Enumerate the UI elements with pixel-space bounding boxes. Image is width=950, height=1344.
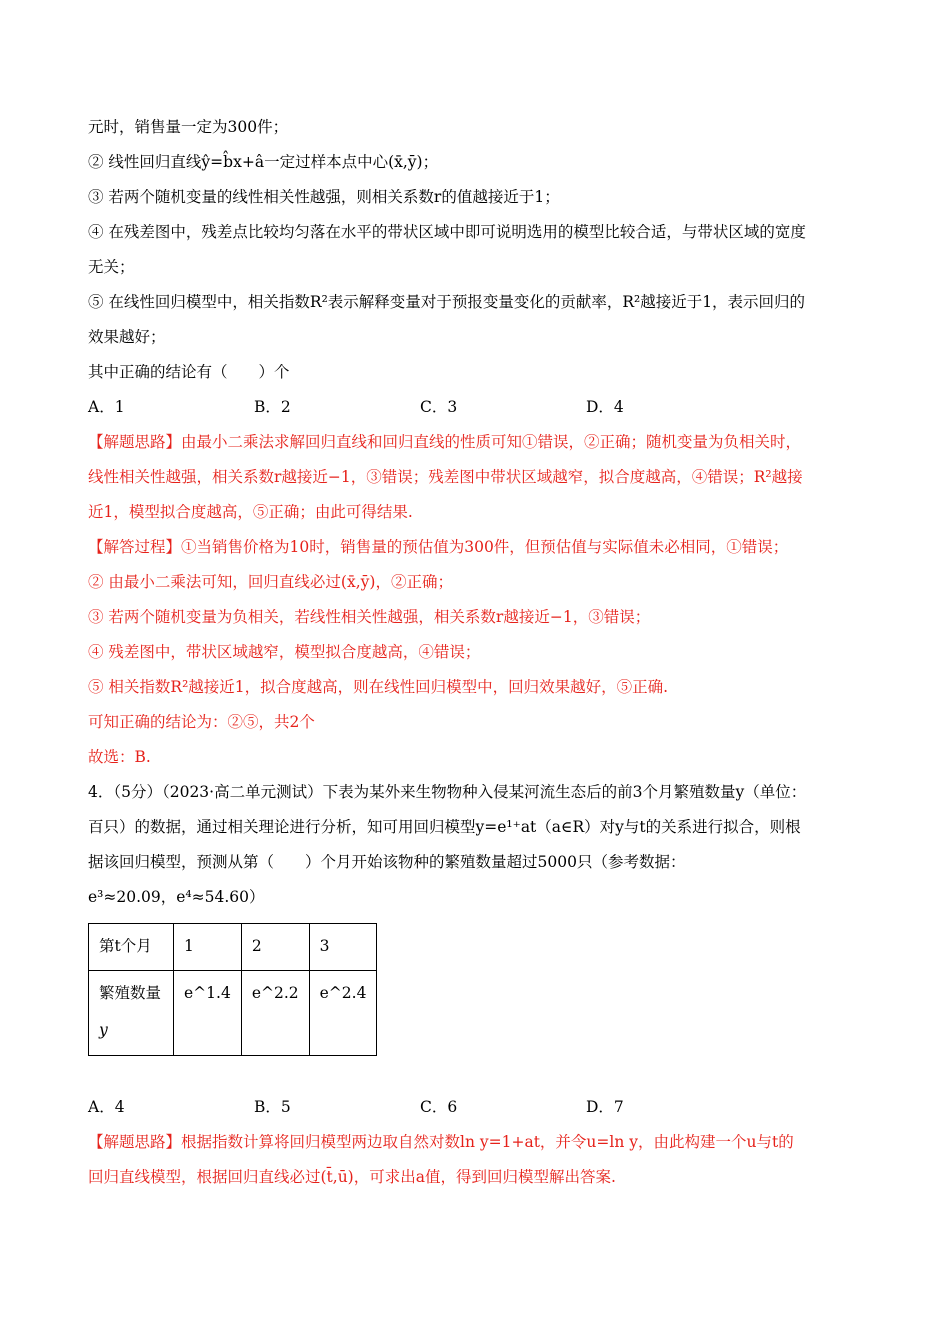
q3-thinking: [88, 425, 878, 530]
text-line: ② 线性回归直线ŷ=b̂x+â一定过样本点中心(x̄,ȳ)；: [88, 153, 439, 171]
table-cell: 1: [174, 924, 242, 971]
table-cell: e^2.2: [241, 971, 309, 1056]
table-cell: 3: [309, 924, 377, 971]
thinking-line: 近1，模型拟合度越高，⑤正确；由此可得结果.: [88, 503, 413, 521]
stem-line: e³≈20.09，e⁴≈54.60）: [88, 888, 265, 906]
text-line: ④ 在残差图中，残差点比较均匀落在水平的带状区域中即可说明选用的模型比较合适，与带状区域的宽度: [88, 223, 806, 241]
option-c: C．6: [420, 1098, 458, 1116]
stem-line: 4．（5分）（2023·高二单元测试）下表为某外来生物物种入侵某河流生态后的前3个月繁殖数量y（单位：: [88, 783, 807, 801]
process-line: ⑤ 相关指数R²越接近1，拟合度越高，则在线性回归模型中，回归效果越好，⑤正确.: [88, 678, 669, 696]
q4-options: [88, 1090, 878, 1125]
stem-line: 据该回归模型，预测从第（ ）个月开始该物种的繁殖数量超过5000只（参考数据：: [88, 853, 686, 871]
text-line: 效果越好；: [88, 328, 166, 346]
table-cell: 2: [241, 924, 309, 971]
option-c: C．3: [420, 398, 458, 416]
thinking-line: 【解题思路】根据指数计算将回归模型两边取自然对数ln y=1+at，并令u=ln y，由此构建一个u与t的: [88, 1133, 794, 1151]
thinking-line: 线性相关性越强，相关系数r越接近−1，③错误；残差图中带状区域越窄，拟合度越高，④错误；R²越接: [88, 468, 803, 486]
process-line: ② 由最小二乘法可知，回归直线必过(x̄,ȳ)，②正确；: [88, 573, 453, 591]
table-header-cell: 第t个月: [89, 924, 174, 971]
q4-stem: [88, 775, 878, 915]
process-line: ④ 残差图中，带状区域越窄，模型拟合度越高，④错误；: [88, 643, 481, 661]
table-row: [89, 971, 377, 1056]
table-row: [89, 924, 377, 971]
option-b: B．2: [254, 398, 291, 416]
table-header-cell: [89, 971, 174, 1056]
stem-line: 百只）的数据，通过相关理论进行分析，知可用回归模型y=e¹⁺at（a∈R）对y与t的关系进行拟合，则根: [88, 818, 801, 836]
q4-thinking: [88, 1125, 878, 1195]
text-line: 元时，销售量一定为300件；: [88, 118, 289, 136]
process-line: ③ 若两个随机变量为负相关，若线性相关性越强，相关系数r越接近−1，③错误；: [88, 608, 651, 626]
header-variable: y: [99, 1021, 108, 1039]
document-page: [88, 110, 878, 1195]
answer-line: 故选：B.: [88, 748, 151, 766]
option-a: A．1: [88, 398, 125, 416]
option-d: D．4: [586, 398, 624, 416]
header-text: 繁殖数量: [99, 984, 162, 1002]
option-a: A．4: [88, 1098, 125, 1116]
text-line: ③ 若两个随机变量的线性相关性越强，则相关系数r的值越接近于1；: [88, 188, 560, 206]
option-d: D．7: [586, 1098, 624, 1116]
text-line: ⑤ 在线性回归模型中，相关指数R²表示解释变量对于预报变量变化的贡献率，R²越接近于1，表示回归的: [88, 293, 806, 311]
q3-process: [88, 530, 878, 775]
thinking-line: 回归直线模型，根据回归直线必过(t̄,ū)，可求出a值，得到回归模型解出答案.: [88, 1168, 616, 1186]
process-line: 可知正确的结论为：②⑤，共2个: [88, 713, 315, 731]
q3-options: [88, 390, 878, 425]
table-cell: e^1.4: [174, 971, 242, 1056]
thinking-line: 【解题思路】由最小二乘法求解回归直线和回归直线的性质可知①错误，②正确；随机变量为负相关时，: [88, 433, 802, 451]
process-line: 【解答过程】①当销售价格为10时，销售量的预估值为300件，但预估值与实际值未必相同，①错误；: [88, 538, 789, 556]
data-table: [88, 923, 377, 1056]
text-line: 无关；: [88, 258, 135, 276]
question-prompt: 其中正确的结论有（ ）个: [88, 363, 290, 381]
option-b: B．5: [254, 1098, 291, 1116]
table-cell: e^2.4: [309, 971, 377, 1056]
